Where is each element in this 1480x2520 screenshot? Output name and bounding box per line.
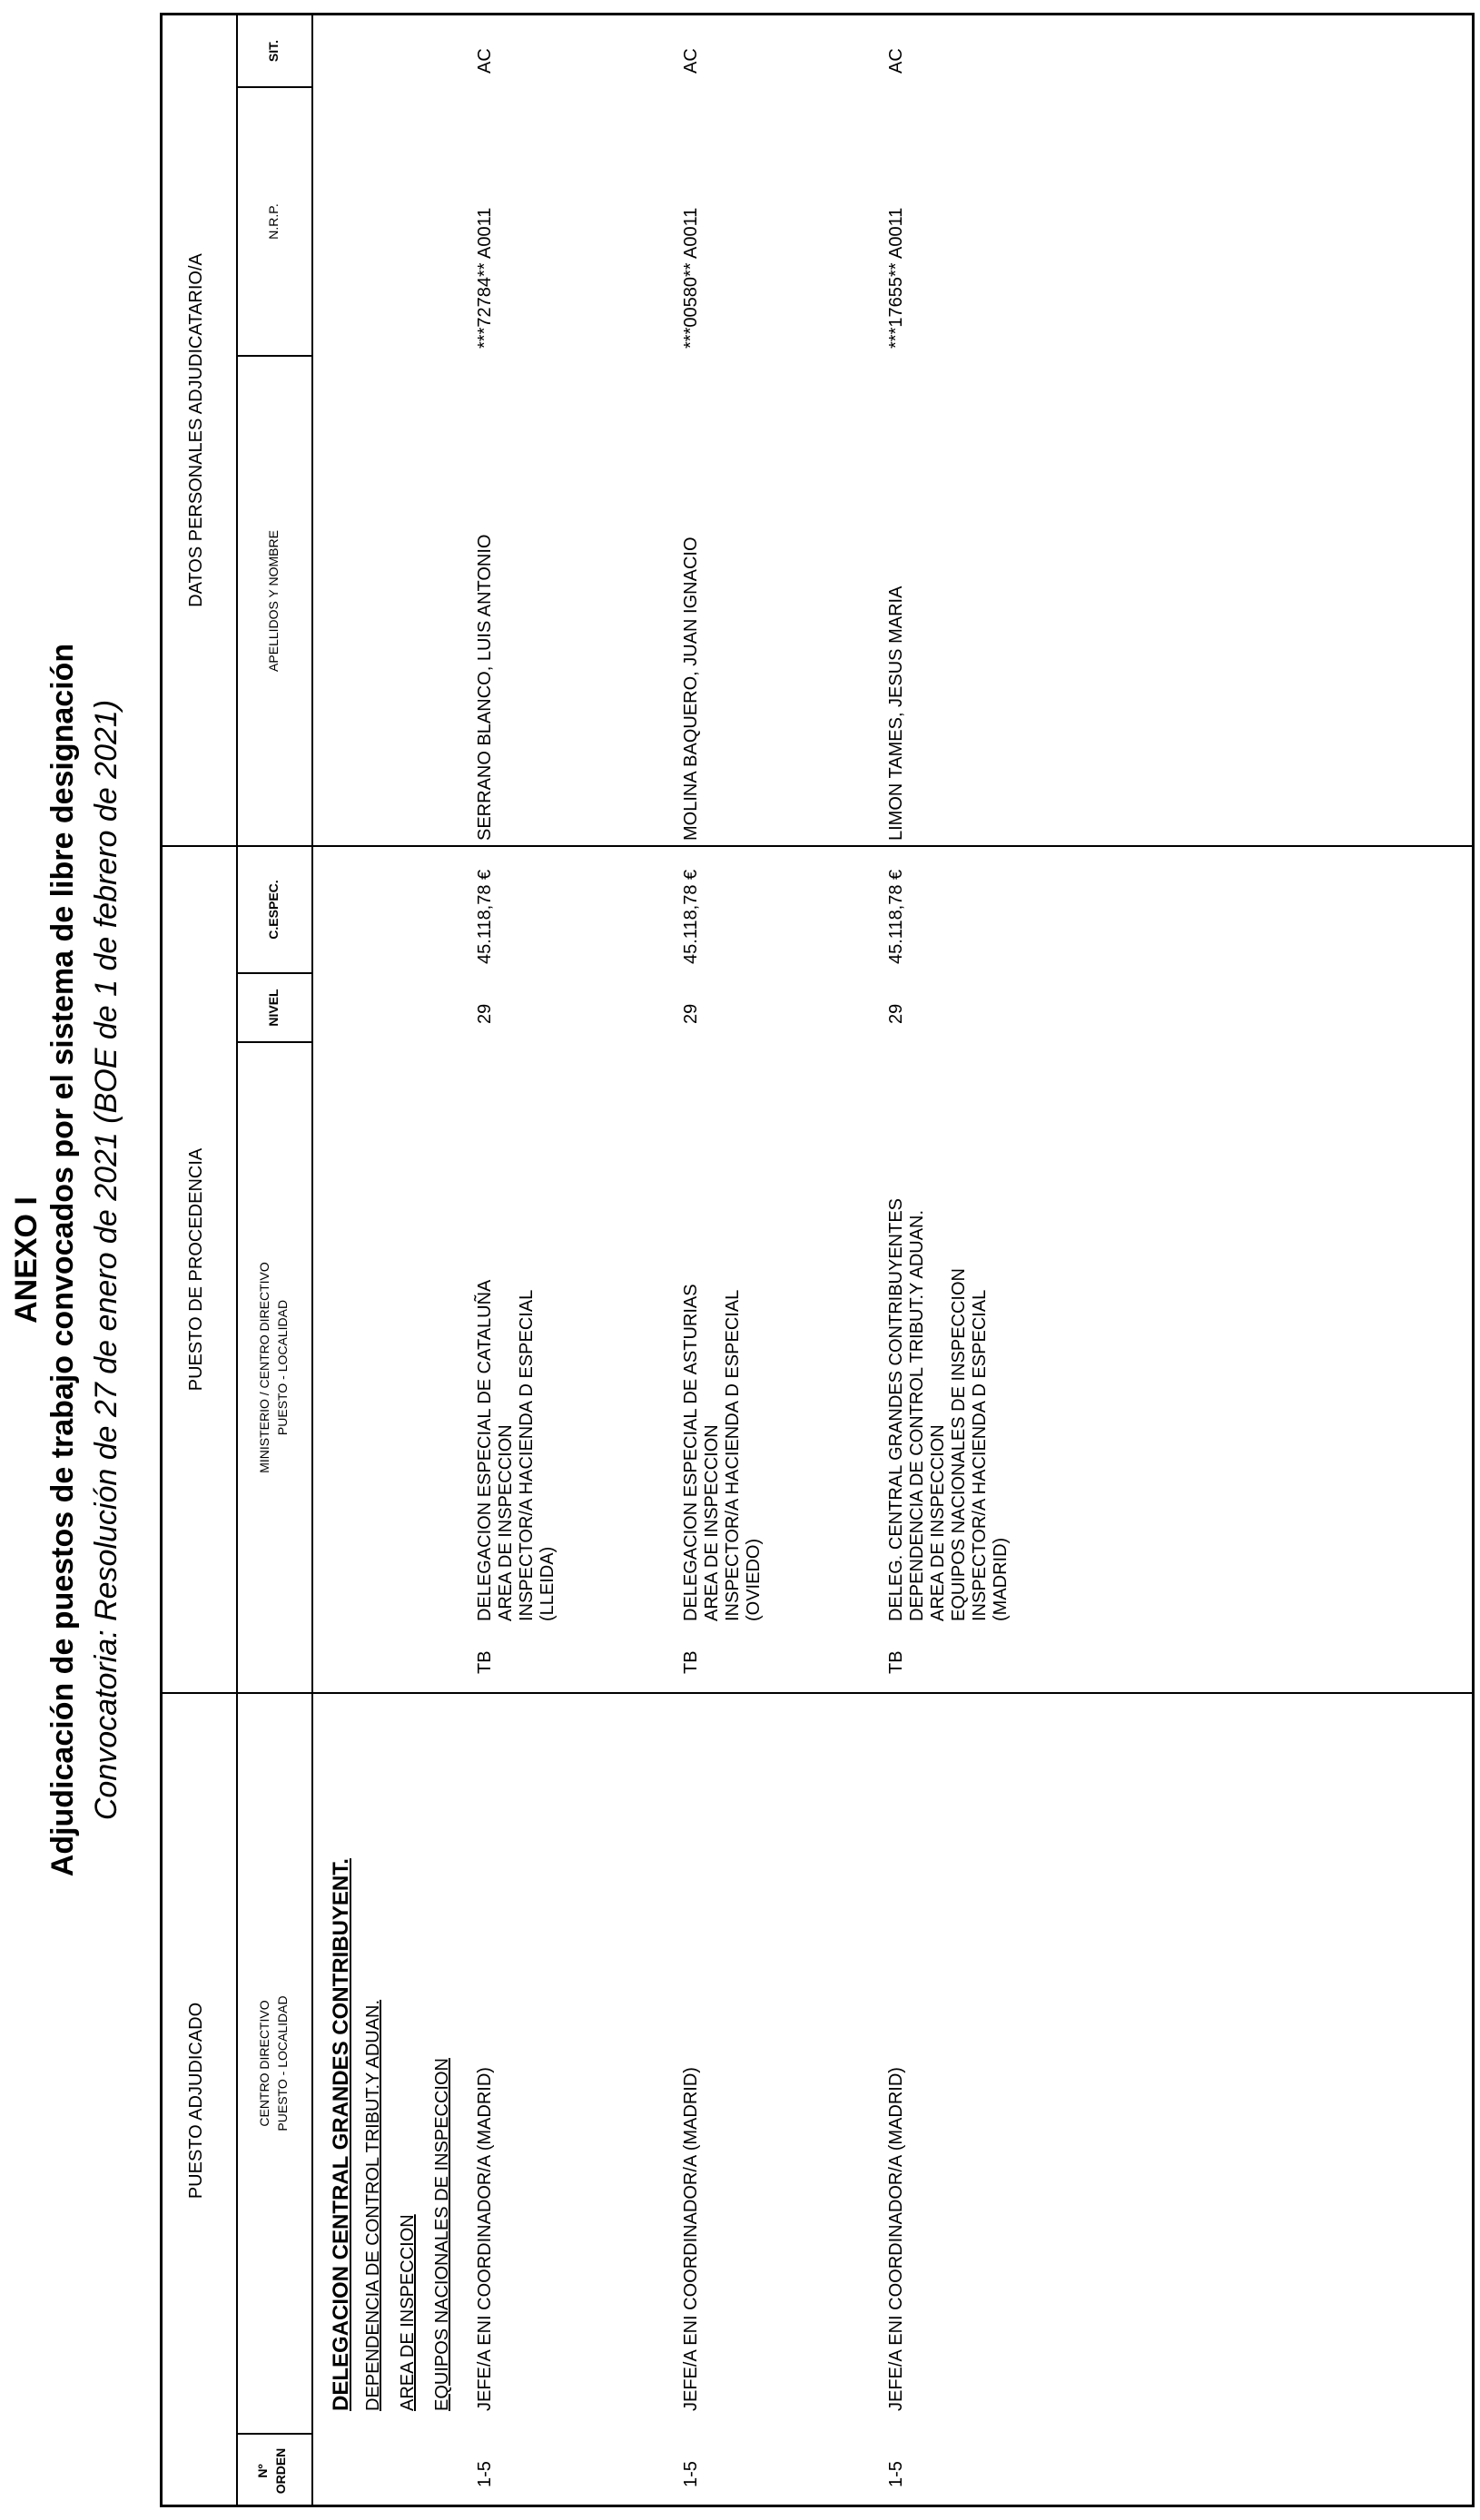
procedencia-line: INSPECTOR/A HACIENDA D ESPECIAL xyxy=(723,1289,743,1621)
row-procedencia xyxy=(886,1198,1011,1621)
table-bottom-border xyxy=(1472,14,1475,2507)
row-nivel: 29 xyxy=(886,1003,906,1024)
row-sit: AC xyxy=(886,48,906,74)
col-header-orden-line1: Nº xyxy=(255,2464,270,2478)
group-datos-personales: DATOS PERSONALES ADJUDICATARIO/A xyxy=(186,253,206,607)
col-header-nrp: N.R.P. xyxy=(266,203,281,240)
col-header-ministerio xyxy=(255,1043,291,1692)
procedencia-line: AREA DE INSPECCION xyxy=(702,1424,722,1621)
col-header-centro-line2: PUESTO - LOCALIDAD xyxy=(275,1995,290,2131)
procedencia-line: DEPENDENCIA DE CONTROL TRIBUT.Y ADUAN. xyxy=(907,1209,927,1621)
row-orden: 1-5 xyxy=(681,2461,701,2487)
row-puesto: JEFE/A ENI COORDINADOR/A (MADRID) xyxy=(681,2067,701,2411)
section-delegacion: DELEGACION CENTRAL GRANDES CONTRIBUYENT. xyxy=(329,1858,353,2411)
table-right-border xyxy=(160,13,1475,15)
section-area: AREA DE INSPECCION xyxy=(398,2214,418,2411)
row-nombre: MOLINA BAQUERO, JUAN IGNACIO xyxy=(681,536,701,841)
row-puesto: JEFE/A ENI COORDINADOR/A (MADRID) xyxy=(475,2067,495,2411)
row-nivel: 29 xyxy=(475,1003,495,1024)
procedencia-line: INSPECTOR/A HACIENDA D ESPECIAL xyxy=(970,1289,990,1621)
section-dependencia: DEPENDENCIA DE CONTROL TRIBUT.Y ADUAN. xyxy=(363,1999,383,2411)
col-header-orden-line2: ORDEN xyxy=(273,2447,288,2495)
row-cespec: 45.118,78 € xyxy=(681,869,701,964)
group-divider-1 xyxy=(160,1692,1473,1694)
procedencia-line: DELEG. CENTRAL GRANDES CONTRIBUYENTES xyxy=(886,1197,906,1621)
row-orden: 1-5 xyxy=(886,2461,906,2487)
col-header-nivel: NIVEL xyxy=(266,989,281,1027)
group-puesto-adjudicado: PUESTO ADJUDICADO xyxy=(186,2002,206,2200)
group-divider-2 xyxy=(160,845,1473,847)
row-tb: TB xyxy=(475,1650,495,1674)
group-puesto-procedencia: PUESTO DE PROCEDENCIA xyxy=(186,1147,206,1392)
table-top-border xyxy=(160,14,163,2507)
row-nrp: ***00580** A0011 xyxy=(681,207,701,349)
row-tb: TB xyxy=(886,1650,906,1674)
group-header-divider xyxy=(236,14,238,2507)
row-procedencia xyxy=(475,1280,558,1621)
table-left-border xyxy=(160,2505,1475,2507)
procedencia-line: AREA DE INSPECCION xyxy=(496,1424,516,1621)
procedencia-line: EQUIPOS NACIONALES DE INSPECCION xyxy=(949,1268,969,1621)
row-nombre: SERRANO BLANCO, LUIS ANTONIO xyxy=(475,534,495,841)
anexo-title: ANEXO I xyxy=(9,1196,44,1324)
procedencia-line: DELEGACION ESPECIAL DE CATALUÑA xyxy=(475,1279,495,1621)
row-nrp: ***17655** A0011 xyxy=(886,207,906,349)
section-equipos: EQUIPOS NACIONALES DE INSPECCION xyxy=(432,2058,452,2411)
row-sit: AC xyxy=(681,48,701,74)
row-procedencia xyxy=(681,1284,765,1621)
procedencia-line: (OVIEDO) xyxy=(744,1538,764,1621)
procedencia-line: DELEGACION ESPECIAL DE ASTURIAS xyxy=(681,1284,701,1621)
col-header-orden xyxy=(253,2435,290,2507)
col-header-centro-line1: CENTRO DIRECTIVO xyxy=(257,2000,271,2127)
col-header-apellidos: APELLIDOS Y NOMBRE xyxy=(266,530,281,672)
procedencia-line: (LLEIDA) xyxy=(538,1546,557,1621)
row-cespec: 45.118,78 € xyxy=(886,869,906,964)
col-header-ministerio-line1: MINISTERIO / CENTRO DIRECTIVO xyxy=(257,1262,271,1473)
procedencia-line: AREA DE INSPECCION xyxy=(928,1424,948,1621)
row-nrp: ***72784** A0011 xyxy=(475,207,495,349)
convocatoria-line: Convocatoria: Resolución de 27 de enero de 2021 (BOE de 1 de febrero de 2021) xyxy=(89,699,123,1821)
row-nivel: 29 xyxy=(681,1003,701,1024)
col-header-centro xyxy=(255,1694,291,2433)
column-header-divider xyxy=(311,14,313,2507)
row-nombre: LIMON TAMES, JESUS MARIA xyxy=(886,586,906,841)
row-orden: 1-5 xyxy=(475,2461,495,2487)
document-subtitle: Adjudicación de puestos de trabajo convocados por el sistema de libre designación xyxy=(45,643,80,1877)
procedencia-line: INSPECTOR/A HACIENDA D ESPECIAL xyxy=(517,1289,537,1621)
col-header-sit: SIT. xyxy=(266,39,281,63)
row-tb: TB xyxy=(681,1650,701,1674)
row-sit: AC xyxy=(475,48,495,74)
col-header-cespec: C.ESPEC. xyxy=(266,880,281,940)
row-puesto: JEFE/A ENI COORDINADOR/A (MADRID) xyxy=(886,2067,906,2411)
col-header-ministerio-line2: PUESTO - LOCALIDAD xyxy=(275,1299,290,1436)
procedencia-line: (MADRID) xyxy=(991,1537,1011,1621)
row-cespec: 45.118,78 € xyxy=(475,869,495,964)
